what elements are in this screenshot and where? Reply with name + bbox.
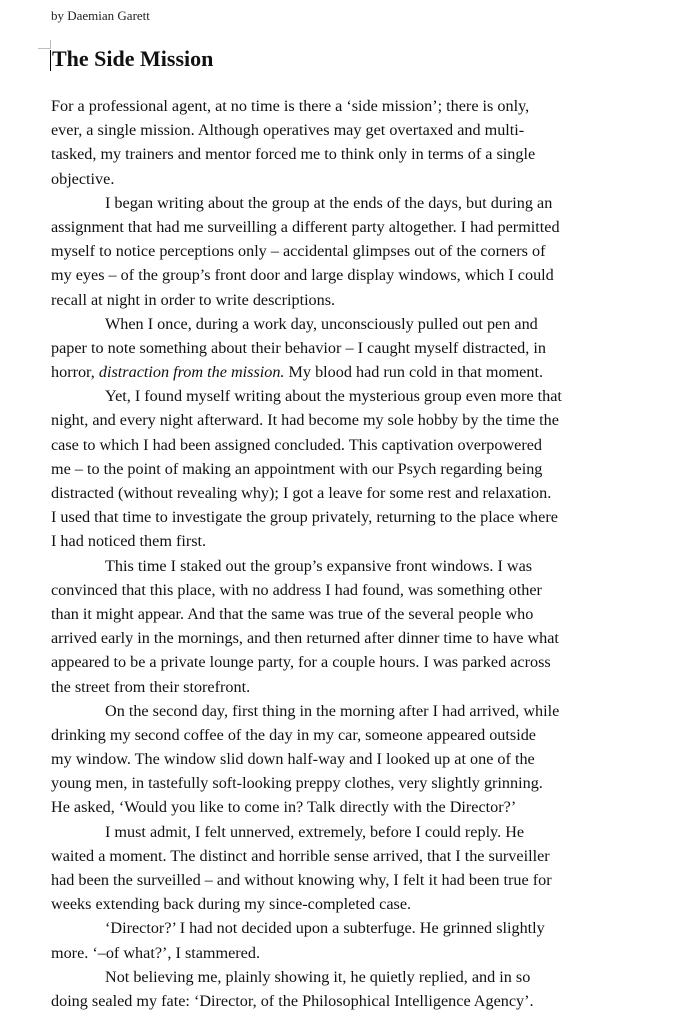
text-line: convinced that this place, with no address I had found, was something other [51,580,542,599]
text-line: my window. The window slid down half-way and I looked up at one of the [51,750,535,769]
text-line: For a professional agent, at no time is there a ‘side mission’; there is only, [51,97,530,115]
text-line: more. ‘–of what?’, I stammered. [51,943,261,962]
text-line: myself to notice perceptions only – accidental glimpses out of the corners of [51,242,546,261]
text-line: I must admit, I felt unnerved, extremely, before I could reply. He [105,822,525,841]
text-line: objective. [51,169,115,188]
text-line [51,360,641,384]
text-line: case to which I had been assigned concluded. This captivation overpowered [51,435,543,454]
text-line: than it might appear. And that the same was true of the several people who [51,604,534,623]
text-run: My blood had run cold in that moment. [284,363,544,382]
text-line: I began writing about the group at the ends of the days, but during an [105,193,553,212]
text-line: the street from their storefront. [51,677,251,696]
text-line: distracted (without revealing why); I got a leave for some rest and relaxation. [51,484,552,502]
document-body[interactable] [51,94,641,1013]
text-line: ever, a single mission. Although operatives may get overtaxed and multi- [51,121,525,140]
text-line: my eyes – of the group’s front door and large display windows, which I could [51,266,554,285]
text-line: doing sealed my fate: ‘Director, of the Philosophical Intelligence Agency’. [51,991,534,1010]
text-line: young men, in tastefully soft-looking preppy clothes, very slightly grinning. [51,774,543,793]
text-line: drinking my second coffee of the day in my car, someone appeared outside [51,725,536,744]
text-line: waited a moment. The distinct and horrible sense arrived, that I the surveiller [51,846,550,865]
text-line: ‘Director?’ I had not decided upon a subterfuge. He grinned slightly [105,919,545,938]
text-line: paper to note something about their behavior – I caught myself distracted, in [51,338,546,357]
text-boundary-mark [38,40,51,49]
text-line: I used that time to investigate the group privately, returning to the place where [51,508,558,527]
text-line: had been the surveilled – and without knowing why, I felt it had been true for [51,871,552,889]
text-line: weeks extending back during my since-completed case. [51,895,412,914]
byline: by Daemian Garett [51,8,150,23]
text-line: tasked, my trainers and mentor forced me to think only in terms of a single [51,145,536,164]
text-line: When I once, during a work day, unconsciously pulled out pen and [105,314,538,333]
text-line: recall at night in order to write descriptions. [51,290,336,309]
text-caret [50,50,51,71]
text-line: appeared to be a private lounge party, for a couple hours. I was parked across [51,653,551,672]
text-line: assignment that had me surveilling a different party altogether. I had permitted [51,217,560,236]
text-line: me – to the point of making an appointment with our Psych regarding being [51,459,543,478]
emphasis-text: distraction from the mission. [98,363,285,382]
text-line: He asked, ‘Would you like to come in? Talk directly with the Director?’ [51,798,517,817]
text-line: Yet, I found myself writing about the mysterious group even more that [105,387,562,406]
text-line: arrived early in the mornings, and then returned after dinner time to have what [51,629,559,648]
text-line: This time I staked out the group’s expansive front windows. I was [105,556,533,575]
text-line: On the second day, first thing in the morning after I had arrived, while [105,701,560,720]
text-run: horror, [51,363,99,382]
text-line: night, and every night afterward. It had become my sole hobby by the time the [51,411,559,430]
document-title[interactable]: The Side Mission [52,46,214,71]
text-line: Not believing me, plainly showing it, he quietly replied, and in so [105,967,531,986]
text-line: I had noticed them first. [51,532,207,551]
